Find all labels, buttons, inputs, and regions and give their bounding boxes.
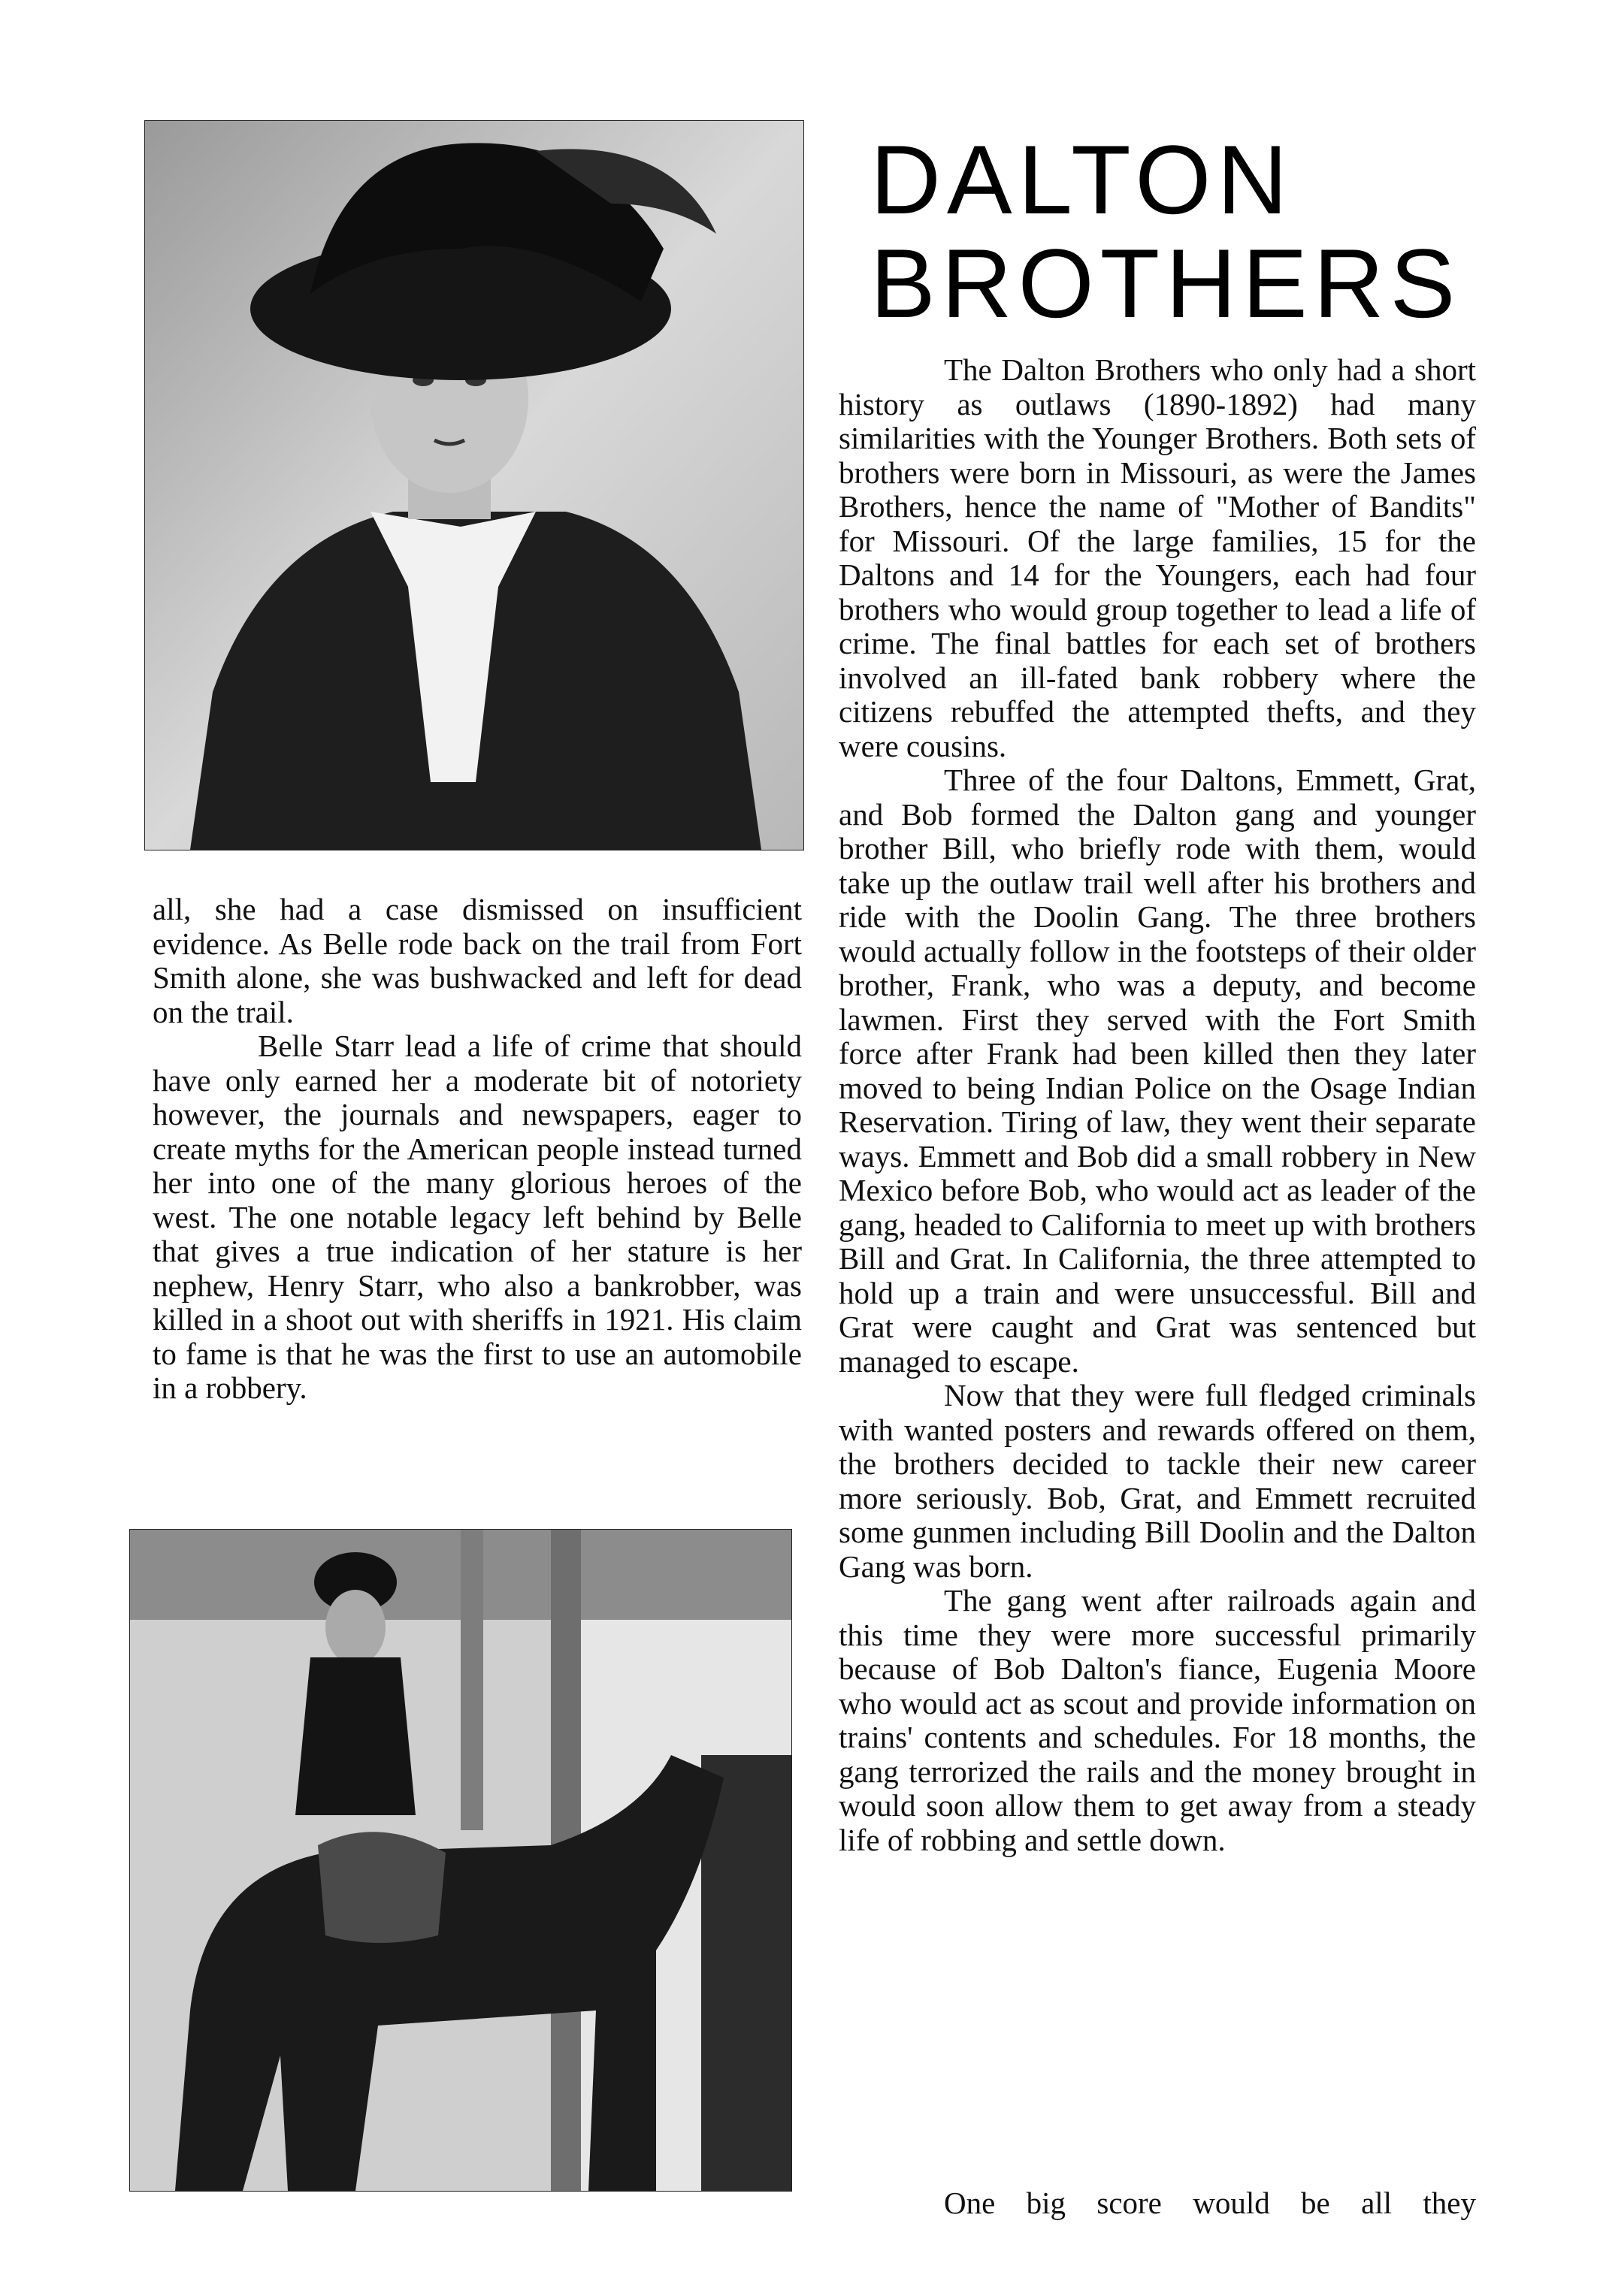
right-paragraph-5: One big score would be all they bbox=[944, 2186, 1476, 2220]
left-paragraph-2: Belle Starr lead a life of crime that should have only earned her a moderate bit of notoriety however, the journals and newspapers, eager to create myths for the American people instead turned her into one of the many glorious heroes of the west. The one notable legacy left behind by Belle that gives a true indication of her stature is her nephew, Henry Starr, who also a bankrobber, was killed in a shoot out with sheriffs in 1921. His claim to fame is that he was the first to use an automobile in a robbery. bbox=[153, 1029, 802, 1405]
right-paragraph-2: Three of the four Daltons, Emmett, Grat, and Bob formed the Dalton gang and younger brother Bill, who briefly rode with them, would take up the outlaw trail well after his brothers and ride with the Doolin Gang. The three brothers would actually follow in the footsteps of their older brother, Frank, who was a deputy, and become lawmen. First they served with the Fort Smith force after Frank had been killed then they later moved to being Indian Police on the Osage Indian Reservation. Tiring of law, they went their separate ways. Emmett and Bob did a small robbery in New Mexico before Bob, who would act as leader of the gang, headed to California to meet up with brothers Bill and Grat. In California, the three attempted to hold up a train and were unsuccessful. Bill and Grat were caught and Grat was sentenced but managed to escape. bbox=[839, 763, 1476, 1379]
right-paragraph-1: The Dalton Brothers who only had a short history as outlaws (1890-1892) had many similarities with the Younger Brothers. Both sets of brothers were born in Missouri, as were the James Brothers, hence the name of "Mother of Bandits" for Missouri. Of the large families, 15 for the Daltons and 14 for the Youngers, each had four brothers who would group together to lead a life of crime. The final battles for each set of brothers involved an ill-fated bank robbery where the citizens rebuffed the attempted thefts, and they were cousins. bbox=[839, 352, 1476, 763]
left-column-text bbox=[153, 893, 802, 1406]
belle-starr-portrait-photo bbox=[144, 120, 804, 850]
title-line-1: DALTON bbox=[870, 125, 1294, 234]
left-paragraph-1: all, she had a case dismissed on insufficient evidence. As Belle rode back on the trail from Fort Smith alone, she was bushwacked and left for dead on the trail. bbox=[153, 892, 802, 1029]
article-title bbox=[870, 125, 1502, 338]
right-paragraph-3: Now that they were full fledged criminals with wanted posters and rewards offered on them, the brothers decided to tackle their new career more seriously. Bob, Grat, and Emmett recruited some gunmen including Bill Doolin and the Dalton Gang was born. bbox=[839, 1378, 1476, 1584]
title-line-2: BROTHERS bbox=[870, 228, 1462, 338]
belle-starr-horseback-photo bbox=[129, 1529, 792, 2192]
right-paragraph-4: The gang went after railroads again and this time they were more successful primarily because of Bob Dalton's fiance, Eugenia Moore who would act as scout and provide information on trains' contents and schedules. For 18 months, the gang terrorized the rails and the money brought in would soon allow them to get away from a steady life of robbing and settle down. bbox=[839, 1583, 1476, 1857]
right-column-text bbox=[839, 353, 1476, 1857]
